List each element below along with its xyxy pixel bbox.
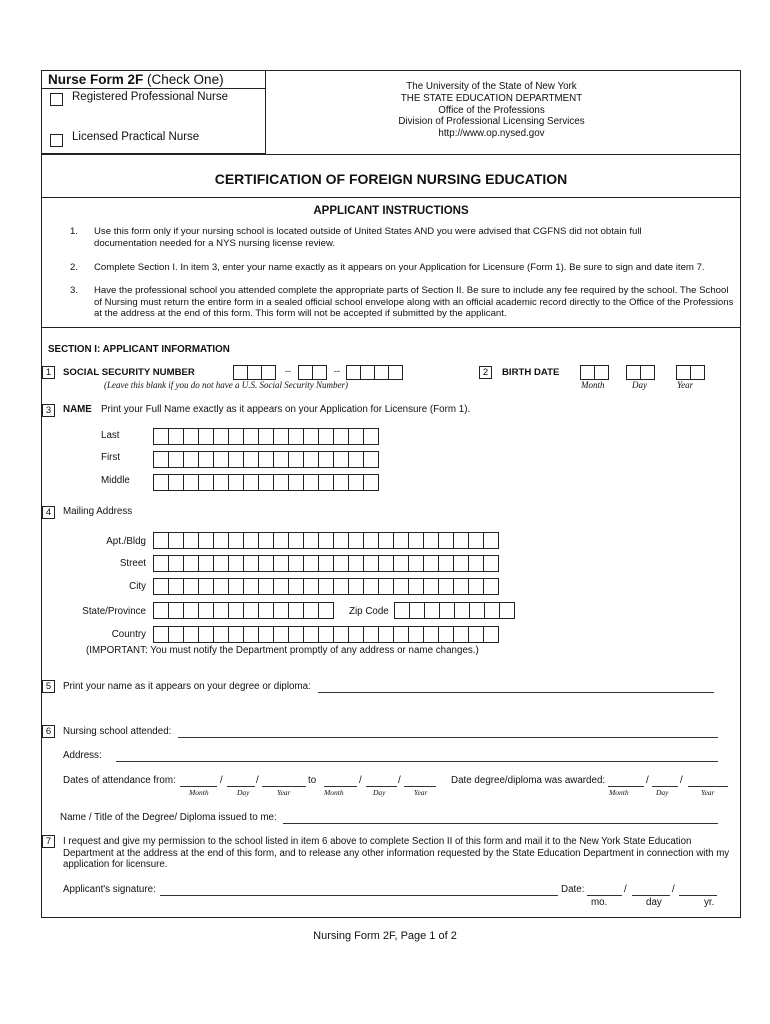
char-box[interactable]: [303, 428, 319, 445]
last-name-boxes[interactable]: [153, 428, 378, 445]
char-box[interactable]: [394, 602, 410, 619]
char-box[interactable]: [228, 602, 244, 619]
char-box[interactable]: [363, 626, 379, 643]
char-box[interactable]: [168, 428, 184, 445]
agency-block: [370, 81, 613, 140]
char-box[interactable]: [243, 578, 259, 595]
rn-label: Registered Professional Nurse: [72, 91, 228, 103]
char-box[interactable]: [484, 602, 500, 619]
char-box[interactable]: [303, 578, 319, 595]
year-caption: Year: [414, 788, 428, 797]
char-box[interactable]: [243, 428, 259, 445]
char-box[interactable]: [258, 626, 274, 643]
char-box[interactable]: [228, 451, 244, 468]
to-label: to: [308, 775, 317, 786]
mailing-label: Mailing Address: [63, 506, 133, 517]
signature-label: Applicant's signature:: [63, 884, 156, 895]
diploma-name-line[interactable]: [318, 692, 714, 693]
char-box[interactable]: [198, 428, 214, 445]
char-box[interactable]: [468, 578, 484, 595]
day-caption: day: [646, 897, 662, 908]
agency-line: THE STATE EDUCATION DEPARTMENT: [400, 92, 583, 104]
char-box[interactable]: [288, 555, 304, 572]
award-day-line[interactable]: [652, 786, 678, 787]
yr-caption: yr.: [704, 897, 715, 908]
char-box[interactable]: [348, 428, 364, 445]
char-box[interactable]: [348, 626, 364, 643]
char-box[interactable]: [318, 428, 334, 445]
char-box[interactable]: [183, 532, 199, 549]
char-box[interactable]: [483, 555, 499, 572]
char-box[interactable]: [393, 555, 409, 572]
birth-date-label: BIRTH DATE: [502, 367, 560, 378]
char-box[interactable]: [363, 428, 379, 445]
char-box[interactable]: [288, 428, 304, 445]
char-box[interactable]: [213, 626, 229, 643]
lpn-checkbox[interactable]: [50, 134, 63, 147]
item-number: 5: [42, 680, 55, 693]
month-caption: Month: [324, 788, 344, 797]
school-line[interactable]: [178, 737, 718, 738]
char-box[interactable]: [348, 474, 364, 491]
char-box[interactable]: [363, 578, 379, 595]
birth-month[interactable]: [580, 365, 608, 380]
zip-label: Zip Code: [349, 606, 389, 617]
item-number: 6: [42, 725, 55, 738]
char-box[interactable]: [333, 555, 349, 572]
item-number: 3: [42, 404, 55, 417]
char-box[interactable]: [213, 578, 229, 595]
ssn-part1[interactable]: [233, 365, 275, 380]
middle-label: Middle: [101, 475, 130, 486]
char-box[interactable]: [453, 532, 469, 549]
char-box[interactable]: [153, 602, 169, 619]
char-box[interactable]: [183, 428, 199, 445]
char-box[interactable]: [333, 451, 349, 468]
char-box[interactable]: [183, 474, 199, 491]
char-box[interactable]: [408, 578, 424, 595]
char-box[interactable]: [183, 451, 199, 468]
sign-month-line[interactable]: [587, 895, 622, 896]
char-box[interactable]: [348, 555, 364, 572]
first-label: First: [101, 452, 121, 463]
mo-caption: mo.: [591, 897, 608, 908]
award-month-line[interactable]: [608, 786, 644, 787]
char-box[interactable]: [228, 578, 244, 595]
char-box[interactable]: [168, 602, 184, 619]
char-box[interactable]: [348, 578, 364, 595]
to-day-line[interactable]: [366, 786, 397, 787]
char-box[interactable]: [318, 532, 334, 549]
char-box[interactable]: [183, 602, 199, 619]
char-box[interactable]: [258, 578, 274, 595]
from-year-line[interactable]: [262, 786, 306, 787]
instructions-heading: APPLICANT INSTRUCTIONS: [313, 205, 469, 217]
ssn-dash: --: [334, 366, 340, 376]
char-box[interactable]: [348, 451, 364, 468]
agency-line: The University of the State of New York: [406, 81, 577, 92]
sign-year-line[interactable]: [679, 895, 717, 896]
char-box[interactable]: [393, 532, 409, 549]
char-box[interactable]: [363, 555, 379, 572]
char-box[interactable]: [228, 474, 244, 491]
char-box[interactable]: [288, 578, 304, 595]
char-box[interactable]: [348, 532, 364, 549]
char-box[interactable]: [213, 555, 229, 572]
rn-checkbox[interactable]: [50, 93, 63, 106]
char-box[interactable]: [228, 428, 244, 445]
char-box[interactable]: [438, 555, 454, 572]
char-box[interactable]: [198, 532, 214, 549]
agency-line: Division of Professional Licensing Services: [398, 116, 585, 128]
ssn-note: (Leave this blank if you do not have a U.S. Social Security Number): [104, 380, 348, 390]
char-box[interactable]: [423, 555, 439, 572]
char-box[interactable]: [363, 451, 379, 468]
char-box[interactable]: [408, 532, 424, 549]
char-box[interactable]: [453, 626, 469, 643]
title-underline: [41, 88, 266, 89]
char-box[interactable]: [258, 602, 274, 619]
street-label: Street: [119, 558, 146, 569]
day-caption: Day: [656, 788, 669, 797]
instruction-num: 1.: [70, 226, 79, 237]
char-box[interactable]: [378, 578, 394, 595]
char-box[interactable]: [303, 626, 319, 643]
from-month-line[interactable]: [180, 786, 217, 787]
award-year-line[interactable]: [688, 786, 728, 787]
char-box[interactable]: [288, 602, 304, 619]
date-label: Date:: [561, 884, 585, 895]
char-box[interactable]: [153, 532, 169, 549]
slash: /: [256, 775, 259, 786]
apt-label: Apt./Bldg: [106, 536, 146, 547]
char-box[interactable]: [228, 555, 244, 572]
char-box[interactable]: [153, 451, 169, 468]
form-title: Nurse Form 2F: [48, 72, 144, 87]
important-note: (IMPORTANT: You must notify the Department promptly of any address or name changes.): [86, 645, 479, 656]
state-label: State/Province: [82, 606, 146, 617]
char-box[interactable]: [273, 578, 289, 595]
char-box[interactable]: [273, 532, 289, 549]
char-box[interactable]: [423, 626, 439, 643]
char-box[interactable]: [243, 451, 259, 468]
char-box[interactable]: [453, 555, 469, 572]
char-box[interactable]: [438, 578, 454, 595]
slash: /: [220, 775, 223, 786]
char-box[interactable]: [168, 474, 184, 491]
char-box[interactable]: [439, 602, 455, 619]
char-box[interactable]: [153, 626, 169, 643]
char-box[interactable]: [153, 474, 169, 491]
char-box[interactable]: [408, 555, 424, 572]
char-box[interactable]: [258, 555, 274, 572]
char-box[interactable]: [273, 451, 289, 468]
char-box[interactable]: [213, 602, 229, 619]
char-box[interactable]: [453, 578, 469, 595]
degree-title-line[interactable]: [283, 823, 718, 824]
char-box[interactable]: [318, 474, 334, 491]
form-title-line: [48, 72, 224, 87]
name-instruction: Print your Full Name exactly as it appears on your Application for Licensure (Form 1).: [101, 404, 471, 415]
char-box[interactable]: [363, 532, 379, 549]
ssn-part3[interactable]: [346, 365, 402, 380]
month-caption: Month: [609, 788, 629, 797]
month-caption: Month: [189, 788, 209, 797]
item-number: 4: [42, 506, 55, 519]
char-box[interactable]: [333, 626, 349, 643]
char-box[interactable]: [483, 626, 499, 643]
char-box[interactable]: [243, 532, 259, 549]
divider: [41, 197, 741, 198]
char-box[interactable]: [243, 602, 259, 619]
item-number: 2: [479, 366, 492, 379]
char-box[interactable]: [333, 532, 349, 549]
char-box[interactable]: [483, 578, 499, 595]
char-box[interactable]: [198, 451, 214, 468]
char-box[interactable]: [168, 578, 184, 595]
school-label: Nursing school attended:: [63, 726, 172, 737]
year-caption: Year: [277, 788, 291, 797]
char-box[interactable]: [153, 428, 169, 445]
year-caption: Year: [701, 788, 715, 797]
char-box[interactable]: [363, 474, 379, 491]
char-box[interactable]: [288, 626, 304, 643]
char-box[interactable]: [183, 578, 199, 595]
instruction-num: 2.: [70, 262, 79, 273]
day-caption: Day: [237, 788, 250, 797]
char-box[interactable]: [228, 532, 244, 549]
char-box[interactable]: [318, 626, 334, 643]
char-box[interactable]: [303, 602, 319, 619]
awarded-label: Date degree/diploma was awarded:: [451, 775, 606, 786]
instruction-text: Complete Section I. In item 3, enter your name exactly as it appears on your Application for Licensure (Form 1). Be sure to sign and date item 7.: [94, 262, 705, 273]
char-box[interactable]: [243, 474, 259, 491]
to-month-line[interactable]: [324, 786, 357, 787]
char-box[interactable]: [468, 626, 484, 643]
slash: /: [672, 884, 675, 895]
ssn-dash: --: [285, 366, 291, 376]
char-box[interactable]: [168, 451, 184, 468]
zip-boxes[interactable]: [394, 602, 514, 619]
char-box[interactable]: [438, 626, 454, 643]
slash: /: [646, 775, 649, 786]
char-box[interactable]: [409, 602, 425, 619]
address-label: Address:: [63, 750, 102, 761]
char-box[interactable]: [168, 532, 184, 549]
char-box[interactable]: [499, 602, 515, 619]
char-box[interactable]: [454, 602, 470, 619]
char-box[interactable]: [303, 451, 319, 468]
char-box[interactable]: [483, 532, 499, 549]
slash: /: [398, 775, 401, 786]
char-box[interactable]: [468, 532, 484, 549]
last-label: Last: [101, 430, 120, 441]
char-box[interactable]: [198, 555, 214, 572]
char-box[interactable]: [318, 555, 334, 572]
char-box[interactable]: [288, 532, 304, 549]
item5-label: Print your name as it appears on your degree or diploma:: [63, 681, 311, 692]
ssn-part2[interactable]: [298, 365, 326, 380]
char-box[interactable]: [288, 474, 304, 491]
item-number: 1: [42, 366, 55, 379]
char-box[interactable]: [168, 555, 184, 572]
char-box[interactable]: [213, 451, 229, 468]
char-box[interactable]: [273, 626, 289, 643]
char-box[interactable]: [333, 474, 349, 491]
dates-label: Dates of attendance from:: [63, 775, 176, 786]
lpn-label: Licensed Practical Nurse: [72, 131, 200, 143]
char-box[interactable]: [198, 626, 214, 643]
section-heading: SECTION I: APPLICANT INFORMATION: [48, 344, 230, 355]
to-year-line[interactable]: [404, 786, 436, 787]
char-box[interactable]: [423, 532, 439, 549]
country-label: Country: [111, 629, 146, 640]
char-box[interactable]: [168, 626, 184, 643]
check-one: (Check One): [147, 72, 224, 87]
char-box[interactable]: [318, 451, 334, 468]
middle-name-boxes[interactable]: [153, 474, 378, 491]
char-box[interactable]: [468, 555, 484, 572]
item-number: 7: [42, 835, 55, 848]
char-box[interactable]: [213, 532, 229, 549]
char-box[interactable]: [258, 474, 274, 491]
char-box[interactable]: [303, 532, 319, 549]
street-boxes[interactable]: [153, 555, 498, 572]
document-title: CERTIFICATION OF FOREIGN NURSING EDUCATION: [214, 171, 568, 187]
char-box[interactable]: [243, 555, 259, 572]
char-box[interactable]: [318, 578, 334, 595]
signature-line[interactable]: [160, 895, 558, 896]
state-boxes[interactable]: [153, 602, 333, 619]
char-box[interactable]: [469, 602, 485, 619]
city-label: City: [129, 581, 146, 592]
char-box[interactable]: [423, 578, 439, 595]
first-name-boxes[interactable]: [153, 451, 378, 468]
slash: /: [680, 775, 683, 786]
char-box[interactable]: [153, 555, 169, 572]
from-day-line[interactable]: [227, 786, 255, 787]
char-box[interactable]: [258, 451, 274, 468]
char-box[interactable]: [183, 555, 199, 572]
char-box[interactable]: [333, 578, 349, 595]
char-box[interactable]: [273, 602, 289, 619]
char-box[interactable]: [438, 532, 454, 549]
char-box[interactable]: [198, 602, 214, 619]
sign-day-line[interactable]: [632, 895, 670, 896]
char-box[interactable]: [228, 626, 244, 643]
instruction-text: Have the professional school you attended complete the appropriate parts of Section II. Be sure to include any fee required by the school. The School of Nursing must return the entire form in a sealed official school envelope along with an official academic record directly to the Office of the Professions at the address at the end of this form. This form will not be accepted if submitted by the applicant.: [94, 285, 734, 320]
ssn-label: SOCIAL SECURITY NUMBER: [63, 367, 195, 378]
slash: /: [359, 775, 362, 786]
char-box[interactable]: [198, 578, 214, 595]
divider: [41, 154, 741, 155]
char-box[interactable]: [333, 428, 349, 445]
slash: /: [624, 884, 627, 895]
char-box[interactable]: [393, 578, 409, 595]
degree-title-label: Name / Title of the Degree/ Diploma issued to me:: [60, 812, 277, 823]
instruction-num: 3.: [70, 285, 79, 296]
char-box[interactable]: [153, 578, 169, 595]
page-footer: Nursing Form 2F, Page 1 of 2: [313, 930, 457, 942]
char-box[interactable]: [258, 428, 274, 445]
char-box[interactable]: [378, 532, 394, 549]
school-address-line[interactable]: [116, 761, 718, 762]
char-box[interactable]: [424, 602, 440, 619]
char-box[interactable]: [273, 474, 289, 491]
char-box[interactable]: [273, 428, 289, 445]
char-box[interactable]: [243, 626, 259, 643]
char-box[interactable]: [408, 626, 424, 643]
char-box[interactable]: [288, 451, 304, 468]
char-box[interactable]: [303, 555, 319, 572]
birth-year[interactable]: [676, 365, 704, 380]
month-caption: Month: [581, 380, 605, 390]
agency-line: Office of the Professions: [438, 104, 545, 116]
name-label: NAME: [63, 404, 92, 415]
char-box[interactable]: [378, 555, 394, 572]
char-box[interactable]: [318, 602, 334, 619]
divider: [41, 327, 741, 328]
item7-text: I request and give my permission to the school listed in item 6 above to complete Section II of this form and mail it to the New York State Education Department at the address at the end of this form, and to release any other information requested by the State Education Department in connection with my application for licensure.: [63, 836, 730, 871]
day-caption: Day: [373, 788, 386, 797]
country-boxes[interactable]: [153, 626, 498, 643]
char-box[interactable]: [198, 474, 214, 491]
char-box[interactable]: [303, 474, 319, 491]
city-boxes[interactable]: [153, 578, 498, 595]
char-box[interactable]: [213, 428, 229, 445]
agency-url[interactable]: http://www.op.nysed.gov: [438, 128, 545, 140]
char-box[interactable]: [183, 626, 199, 643]
char-box[interactable]: [213, 474, 229, 491]
day-caption: Day: [632, 380, 647, 390]
char-box[interactable]: [378, 626, 394, 643]
instruction-text: Use this form only if your nursing school is located outside of United States AND you were advised that CGFNS did not obtain full documentation needed for a NYS nursing license review.: [94, 226, 642, 249]
birth-day[interactable]: [626, 365, 654, 380]
char-box[interactable]: [273, 555, 289, 572]
char-box[interactable]: [258, 532, 274, 549]
char-box[interactable]: [393, 626, 409, 643]
year-caption: Year: [677, 380, 694, 390]
apt-boxes[interactable]: [153, 532, 498, 549]
